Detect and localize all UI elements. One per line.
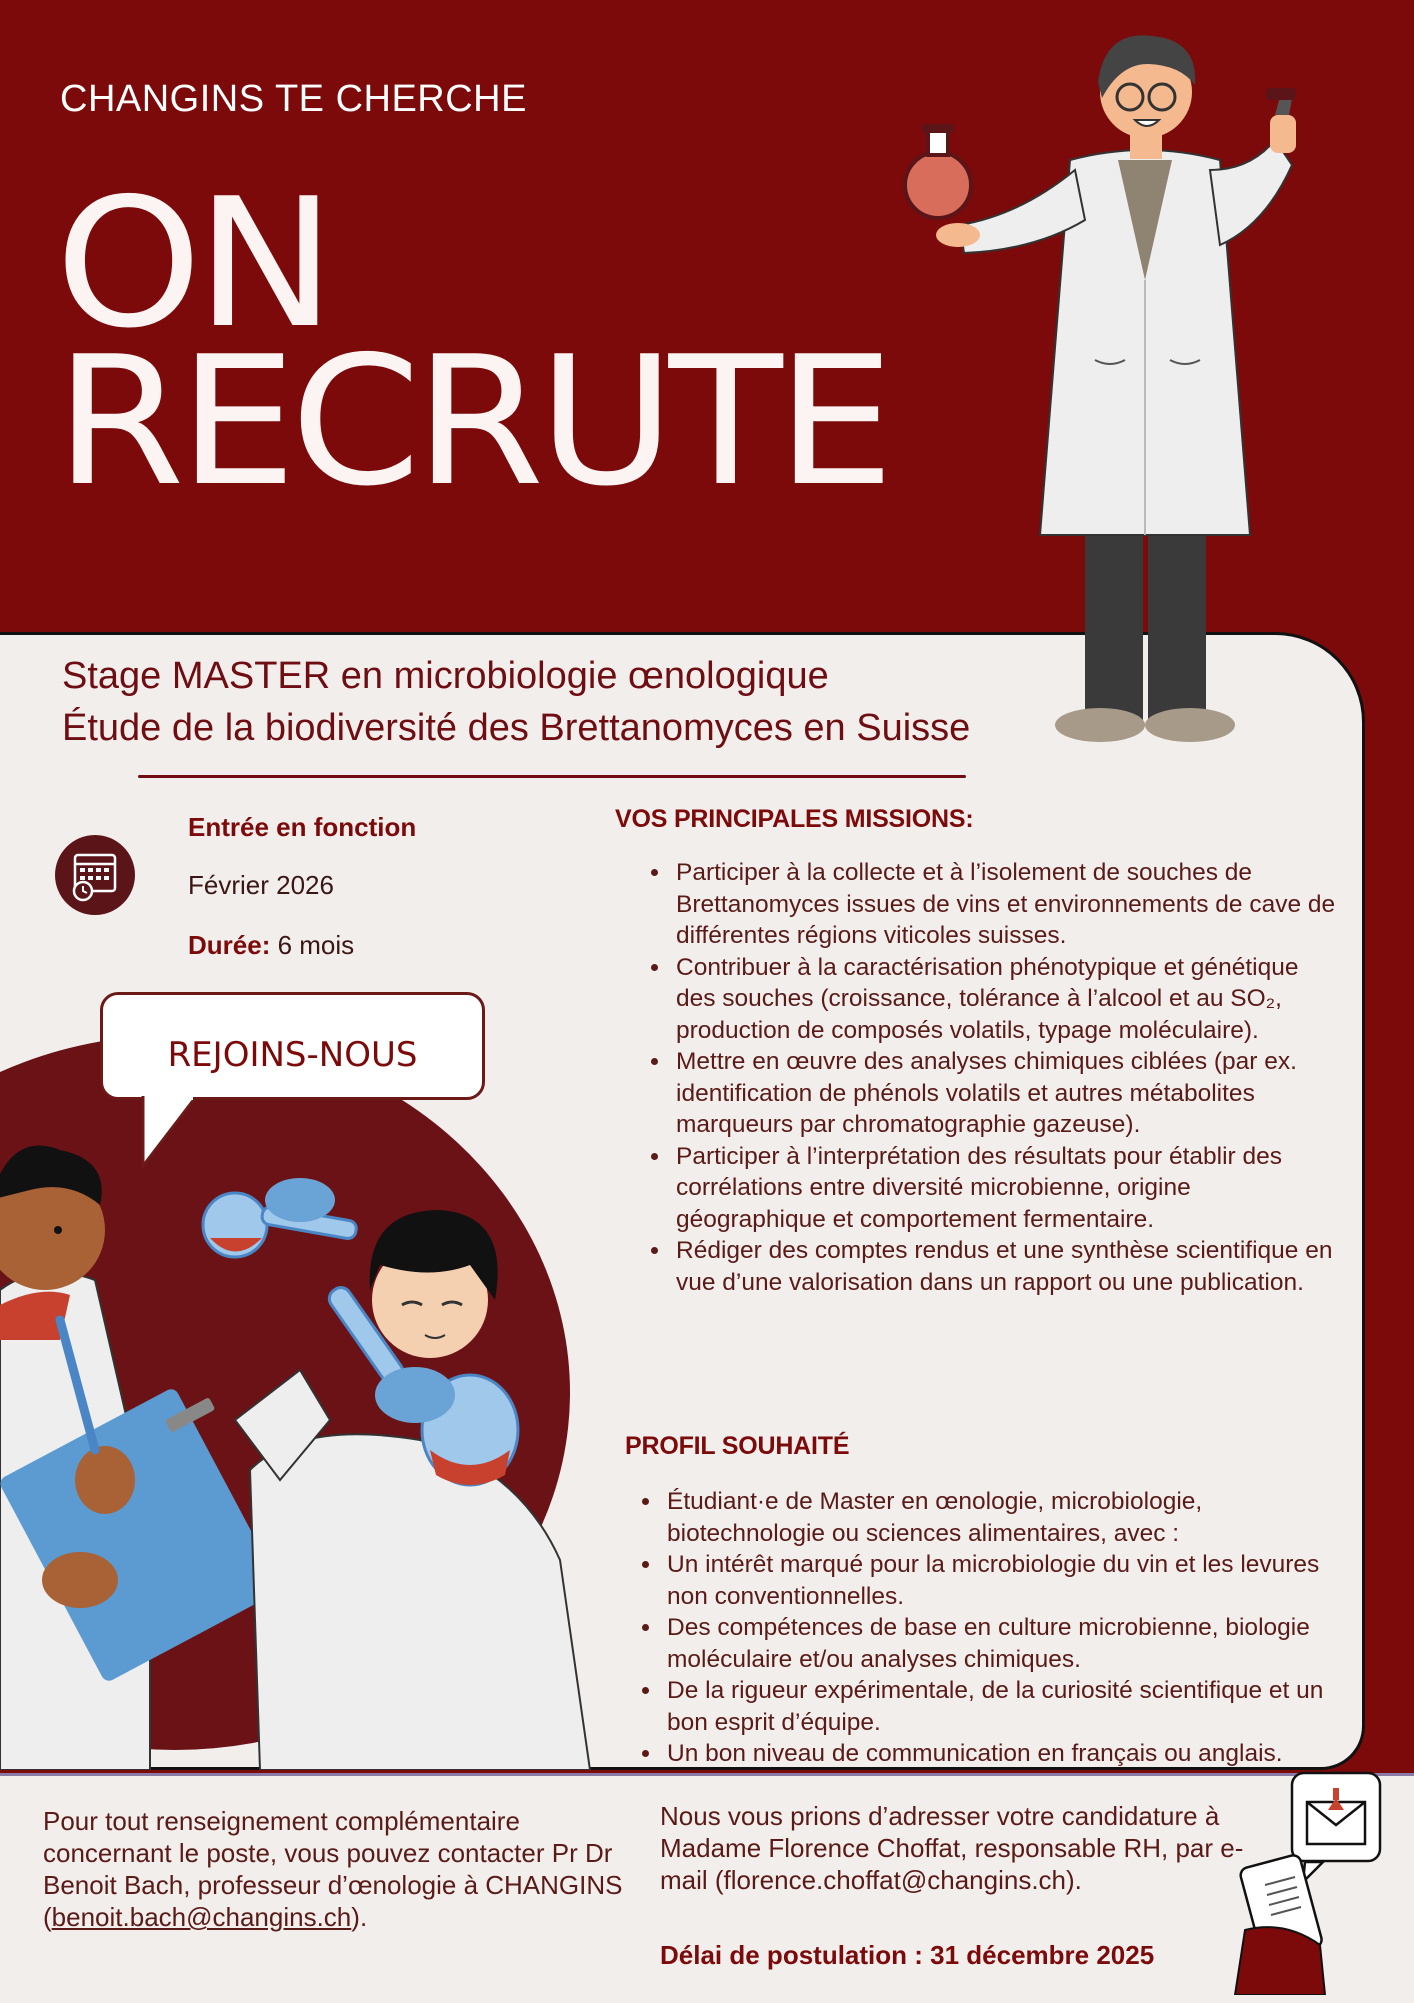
- profile-heading: PROFIL SOUHAITÉ: [625, 1432, 850, 1460]
- contact-end: ).: [351, 1902, 368, 1932]
- kicker-text: CHANGINS TE CHERCHE: [60, 78, 527, 120]
- mission-item: • Participer à l’interprétation des résultats pour établir des corrélations entre diversité microbienne, origine géographique et comportement fermentaire.: [672, 1141, 1342, 1236]
- start-label: Entrée en fonction: [188, 812, 417, 842]
- contact-email-link[interactable]: benoit.bach@changins.ch: [51, 1902, 352, 1932]
- mission-item: • Contribuer à la caractérisation phénotypique et génétique des souches (croissance, tolérance à l’alcool et au SO₂, production de composés volatils, typage moléculaire).: [672, 952, 1342, 1047]
- duration-value: 6 mois: [277, 930, 355, 960]
- speech-bubble-tail: [135, 1096, 205, 1171]
- mission-item: • Participer à la collecte et à l’isolement de souches de Brettanomyces issues de vins et environnements de cave de différentes régions viticoles suisses.: [672, 857, 1342, 952]
- contact-text: [43, 1805, 643, 1933]
- offer-title-line-2: Étude de la biodiversité des Brettanomyces en Suisse: [62, 707, 971, 749]
- lab-workers-illustration: [0, 1090, 625, 1770]
- apply-text: Nous vous prions d’adresser votre candidature à Madame Florence Choffat, responsable RH, par e-mail (florence.choffat@changins.ch).: [660, 1801, 1244, 1895]
- mission-item: • Rédiger des comptes rendus et une synthèse scientifique en vue d’une valorisation dans un rapport ou une publication.: [672, 1235, 1342, 1298]
- missions-heading: VOS PRINCIPALES MISSIONS:: [615, 805, 974, 833]
- envelope-upload-icon: [1225, 1770, 1385, 1995]
- scientist-illustration: [880, 20, 1380, 755]
- profile-item: • Étudiant·e de Master en œnologie, microbiologie, biotechnologie ou sciences alimentaires, avec :: [663, 1486, 1363, 1549]
- profile-list: [633, 1486, 1363, 1770]
- profile-item: • De la rigueur expérimentale, de la curiosité scientifique et un bon esprit d’équipe.: [663, 1675, 1363, 1738]
- hero-line-1: ON: [55, 160, 330, 367]
- contact-body: Pour tout renseignement complémentaire concernant le poste, vous pouvez contacter Pr Dr Benoit Bach, professeur d’œnologie à CHANGINS (: [43, 1806, 623, 1932]
- profile-item: • Un intérêt marqué pour la microbiologie du vin et les levures non conventionnelles.: [663, 1549, 1363, 1612]
- profile-item: • Un bon niveau de communication en français ou anglais.: [663, 1738, 1363, 1770]
- duration: [188, 930, 354, 961]
- duration-label: Durée:: [188, 930, 271, 960]
- mission-item: • Mettre en œuvre des analyses chimiques ciblées (par ex. identification de phénols volatils et autres métabolites marqueurs par chromatographie gazeuse).: [672, 1046, 1342, 1141]
- join-us-text: REJOINS-NOUS: [167, 1035, 418, 1075]
- hero-headline: [55, 160, 889, 525]
- hero-line-2: RECRUTE: [55, 318, 889, 525]
- title-divider: [138, 775, 966, 778]
- profile-item: • Des compétences de base en culture microbienne, biologie moléculaire et/ou analyses chimiques.: [663, 1612, 1363, 1675]
- calendar-clock-icon: [55, 835, 135, 915]
- offer-title-line-1: Stage MASTER en microbiologie œnologique: [62, 655, 829, 697]
- start-value: Février 2026: [188, 870, 334, 900]
- missions-list: [642, 857, 1342, 1298]
- deadline-text: Délai de postulation : 31 décembre 2025: [660, 1940, 1155, 1970]
- offer-title: [62, 650, 970, 754]
